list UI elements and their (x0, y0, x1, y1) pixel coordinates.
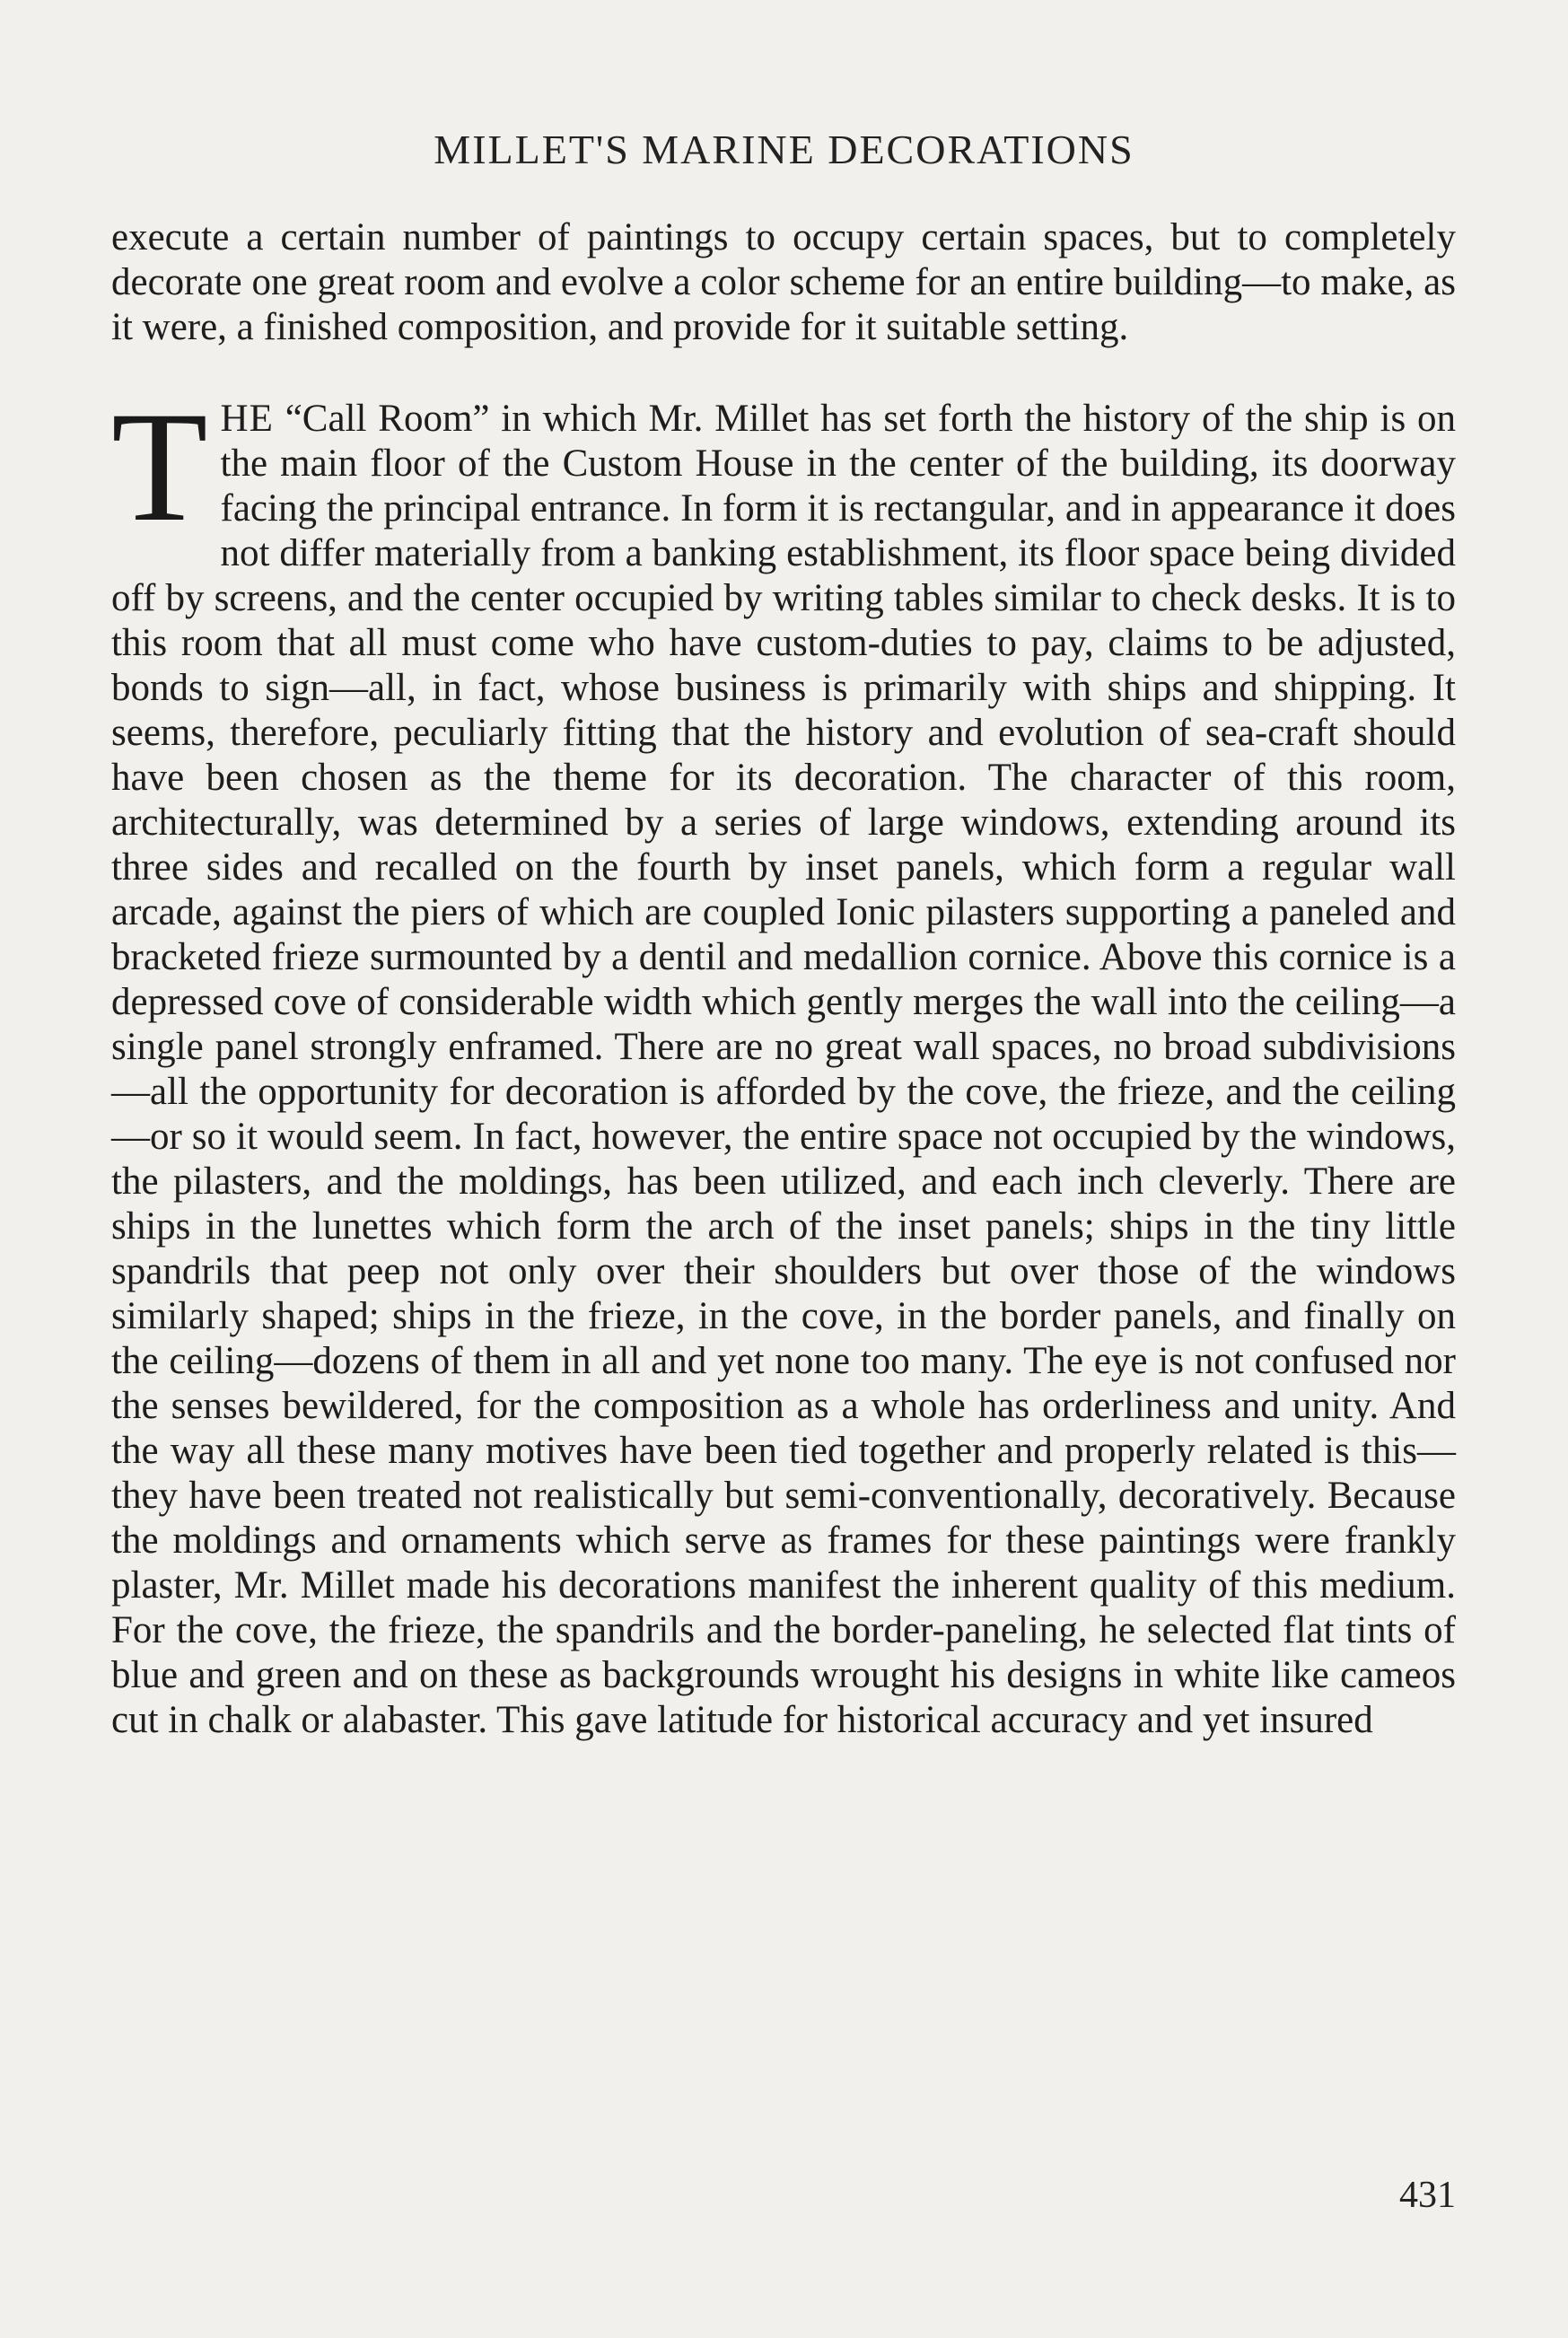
drop-cap-lead: HE (220, 398, 274, 440)
body-text (111, 215, 1456, 1743)
drop-cap: T (111, 380, 208, 555)
paragraph-continued: execute a certain number of paintings to occupy certain spaces, but to completely decorate one great room and evolve a color scheme for an entire building—to make, as it were, a finished composition, and provide for it suitable setting. (111, 216, 1456, 348)
page-number: 431 (1399, 2175, 1456, 2216)
paragraph-body: “Call Room” in which Mr. Millet has set forth the history of the ship is on the main floor of the Custom House in the center of the building, its doorway facing the principal entrance. In form it is rectangular, and in appearance it does not differ materially from a banking establishment, its floor space being divided off by screens, and the center occupied by writing tables similar to check desks. It is to this room that all must come who have custom-duties to pay, claims to be adjusted, bonds to sign—all, in fact, whose business is primarily with ships and shipping. It seems, therefore, peculiarly fitting that the history and evolution of sea-craft should have been chosen as the theme for its decoration. The character of this room, architecturally, was determined by a series of large windows, extending around its three sides and recalled on the fourth by inset panels, which form a regular wall arcade, against the piers of which are coupled Ionic pilasters supporting a paneled and bracketed frieze surmounted by a dentil and medallion cornice. Above this cornice is a depressed cove of considerable width which gently merges the wall into the ceiling—a single panel strongly enframed. There are no great wall spaces, no broad subdivisions—all the opportunity for decoration is afforded by the cove, the frieze, and the ceiling—or so it would seem. In fact, however, the entire space not occupied by the windows, the pilasters, and the moldings, has been utilized, and each inch cleverly. There are ships in the lunettes which form the arch of the inset panels; ships in the tiny little spandrils that peep not only over their shoulders but over those of the windows similarly shaped; ships in the frieze, in the cove, in the border panels, and finally on the ceiling—dozens of them in all and yet none too many. The eye is not confused nor the senses bewildered, for the composition as a whole has orderliness and unity. And the way all these many motives have been tied together and properly related is this—they have been treated not realistically but semi-conventionally, decoratively. Because the moldings and ornaments which serve as frames for these paintings were frankly plaster, Mr. Millet made his decorations manifest the inherent quality of this medium. For the cove, the frieze, the spandrils and the border-paneling, he selected flat tints of blue and green and on these as backgrounds wrought his designs in white like cameos cut in chalk or alabaster. This gave latitude for historical accuracy and yet insured (111, 398, 1457, 1741)
running-head: MILLET'S MARINE DECORATIONS (434, 127, 1134, 172)
paragraph-call-room (111, 380, 1457, 1743)
